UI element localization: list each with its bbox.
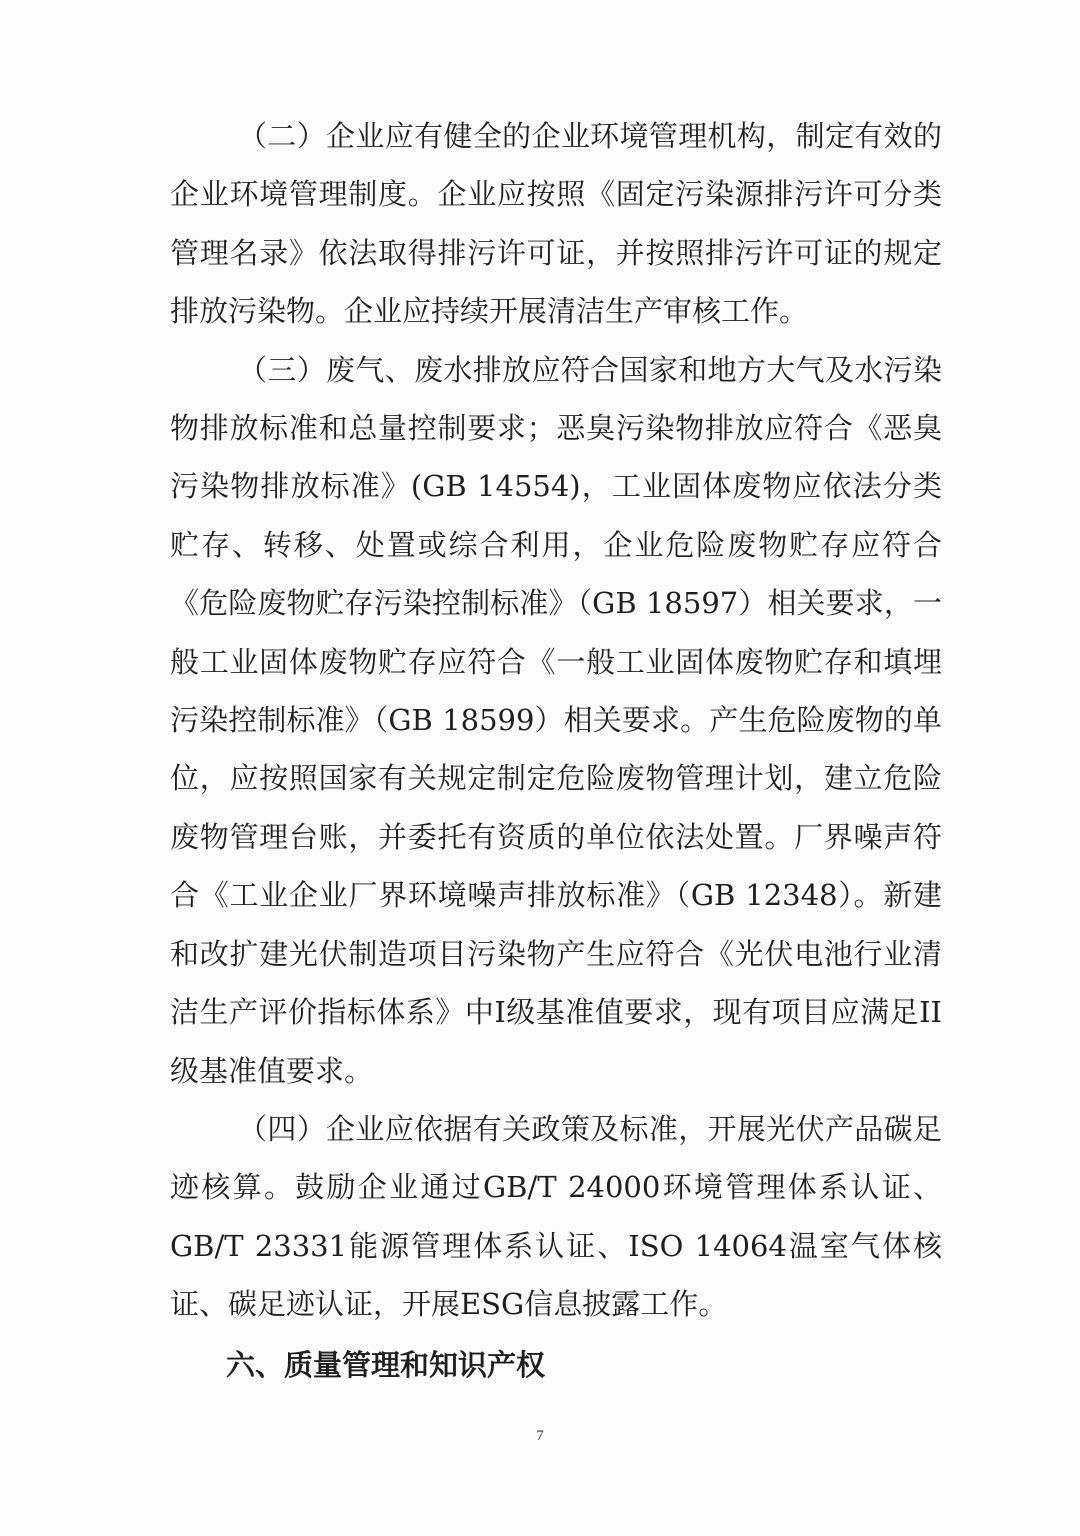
document-body bbox=[170, 107, 942, 1394]
paragraph-4: （四）企业应依据有关政策及标准，开展光伏产品碳足迹核算。鼓励企业通过GB/T 24000环境管理体系认证、GB/T 23331能源管理体系认证、ISO 14064温室气体核证、碳足迹认证，开展ESG信息披露工作。 bbox=[170, 1111, 942, 1322]
page-number: 7 bbox=[536, 1428, 544, 1444]
section-heading: 六、质量管理和知识产权 bbox=[226, 1347, 546, 1382]
paragraph-2: （二）企业应有健全的企业环境管理机构，制定有效的企业环境管理制度。企业应按照《固定污染源排污许可分类管理名录》依法取得排污许可证，并按照排污许可证的规定排放污染物。企业应持续开展清洁生产审核工作。 bbox=[170, 119, 942, 329]
paragraph-3: （三）废气、废水排放应符合国家和地方大气及水污染物排放标准和总量控制要求；恶臭污染物排放应符合《恶臭污染物排放标准》(GB 14554)，工业固体废物应依法分类贮存、转移、处置或综合利用，企业危险废物贮存应符合《危险废物贮存污染控制标准》（GB 18597）相关要求，一般工业固体废物贮存应符合《一般工业固体废物贮存和填埋污染控制标准》（GB 18599）相关要求。产生危险废物的单位，应按照国家有关规定制定危险废物管理计划，建立危险废物管理台账，并委托有资质的单位依法处置。厂界噪声符合《工业企业厂界环境噪声排放标准》（GB 12348）。新建和改扩建光伏制造项目污染物产生应符合《光伏电池行业清洁生产评价指标体系》中I级基准值要求，现有项目应满足II级基准值要求。 bbox=[170, 352, 942, 1088]
